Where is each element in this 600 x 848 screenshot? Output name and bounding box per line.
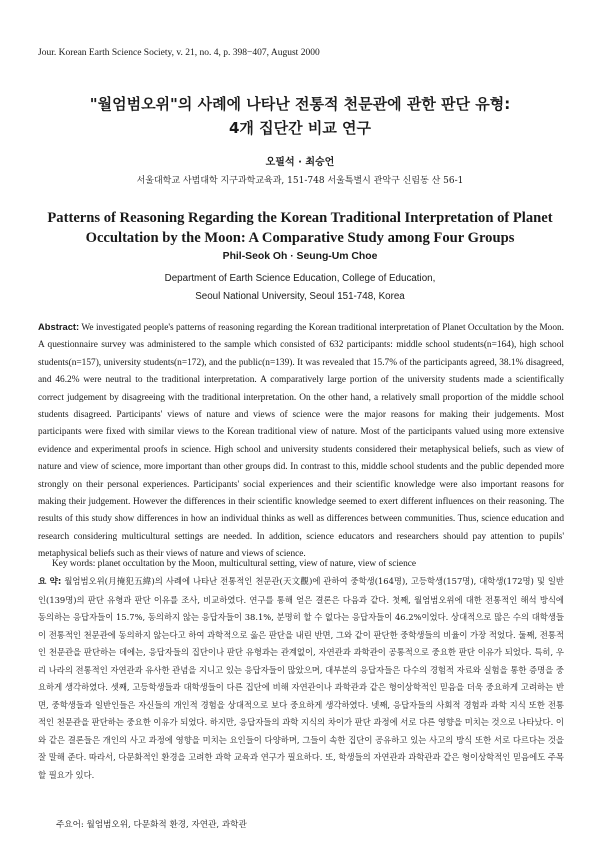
affiliation-english-line-2: Seoul National University, Seoul 151-748, Korea bbox=[195, 290, 405, 302]
title-korean-line-1: "월엄범오위"의 사례에 나타난 전통적 천문관에 관한 판단 유형: bbox=[89, 95, 511, 113]
abstract-text: We investigated people's patterns of reasoning regarding the Korean traditional interpretation of Planet Occultation by the Moon. A questionnaire survey was administered to the sample which consisted of 632 participants: middle school students(n=164), high school students(n=157), university students(n=172), and the public(n=139). It was revealed that 15.7% of the participants agreed, 38.1% disagreed, and 46.2% were neutral to the traditional interpretation. A comparatively large portion of the university students made a scientifically correct judgement by disagreeing with the traditional interpretation. On the other hand, a relatively small proportion of the middle school students disagreed. Participants' views of nature and views of science were the major reasons for making their judgements. Most participants were fixed with similar views to the Korean traditional view of nature. Most of the participants valued using more extensive evidence and experimental proofs in science. High school and university students considered their metaphysical beliefs, such as view of nature and view of science, more important than other groups did. In contrast to this, middle school students and the public depended more strongly on their personal experiences. Participants' social experiences and their scientific knowledge were also important reasons for making their judgement. However the differences in their scientific knowledge seemed to exert different influences on their reasoning. The results of this study show differences in how an individual thinks as well as differences between communities. Thus, science education and research considering multicultural settings are needed. In addition, science educators and researchers should pay attention to pupils' metaphysical beliefs such as their views of nature and views of science. bbox=[38, 323, 565, 560]
keywords-korean: 주요어: 월엄범오위, 다문화적 환경, 자연관, 과학관 bbox=[56, 820, 247, 830]
authors-korean: 오필석 · 최승언 bbox=[265, 157, 335, 168]
keywords-english: Key words: planet occultation by the Moon, multicultural setting, view of nature, view of science bbox=[52, 559, 417, 569]
summary-korean bbox=[38, 573, 564, 784]
affiliation-english bbox=[0, 270, 600, 305]
affiliation-english-line-1: Department of Earth Science Education, College of Education, bbox=[164, 273, 436, 284]
abstract-label: Abstract: bbox=[38, 321, 80, 332]
title-english-line-1: Patterns of Reasoning Regarding the Korean Traditional Interpretation of Planet bbox=[47, 210, 553, 226]
abstract bbox=[38, 318, 564, 564]
title-english bbox=[30, 208, 570, 248]
title-english-line-2: Occultation by the Moon: A Comparative Study among Four Groups bbox=[85, 230, 515, 246]
title-korean-line-2: 4개 집단간 비교 연구 bbox=[228, 119, 372, 137]
summary-text: 월엄범오위(月掩犯五緯)의 사례에 나타난 전통적인 천문관(天文觀)에 관하여 중학생(164명), 고등학생(157명), 대학생(172명) 및 일반인(139명)의 판단 유형과 판단 이유를 조사, 비교하였다. 연구를 통해 얻은 결론은 다음과 같다. 첫째, 월엄범오위에 대한 전통적인 해석 방식에 동의하는 응답자들이 15.7%, 동의하지 않는 응답자들이 38.1%, 분명히 할 수 없다는 응답자들이 46.2%이었다. 상대적으로 많은 수의 대학생들이 전통적인 천문관에 동의하지 않는다고 하여 과학적으로 옳은 판단을 내린 반면, 그와 같이 판단한 중학생들의 비율이 가장 적었다. 둘째, 전통적인 천문관을 판단하는 데에는, 응답자들의 집단이나 판단 유형과는 관계없이, 자연관과 과학관이 공통적으로 중요한 판단 이유가 되었다. 특히, 우리 나라의 전통적인 자연관과 유사한 관념을 지니고 있는 응답자들이 많았으며, 대부분의 응답자들은 다수의 경험적 자료와 실험을 통한 증명을 중요하게 생각하였다. 셋째, 고등학생들과 대학생들이 다른 집단에 비해 자연관이나 과학관과 같은 형이상학적인 믿음을 더욱 중요하게 고려하는 반면, 중학생들과 일반인들은 자신들의 개인적 경험을 상대적으로 보다 중요하게 생각하였다. 넷째, 응답자들의 사회적 경험과 과학 지식 또한 전통적인 천문관을 판단하는 중요한 이유가 되었다. 하지만, 응답자들의 과학 지식의 차이가 판단 과정에 서로 다른 영향을 미치는 것으로 나타났다. 이와 같은 결론들은 개인의 사고 과정에 영향을 미치는 요인들이 다양하며, 그들이 속한 집단이 공유하고 있는 사고의 방식 또한 서로 다르다는 것을 잘 말해 준다. 따라서, 다문화적인 환경을 고려한 과학 교육과 연구가 필요하다. 또, 학생들의 자연관과 과학관과 같은 형이상학적인 믿음에도 주목할 필요가 있다. bbox=[38, 576, 564, 780]
journal-citation: Jour. Korean Earth Science Society, v. 21, no. 4, p. 398−407, August 2000 bbox=[38, 48, 320, 58]
title-korean bbox=[0, 92, 600, 140]
affiliation-korean: 서울대학교 사범대학 지구과학교육과, 151-748 서울특별시 관악구 신림동 산 56-1 bbox=[136, 176, 464, 186]
authors-english: Phil-Seok Oh · Seung-Um Choe bbox=[222, 251, 378, 262]
summary-label: 요 약: bbox=[38, 577, 62, 587]
